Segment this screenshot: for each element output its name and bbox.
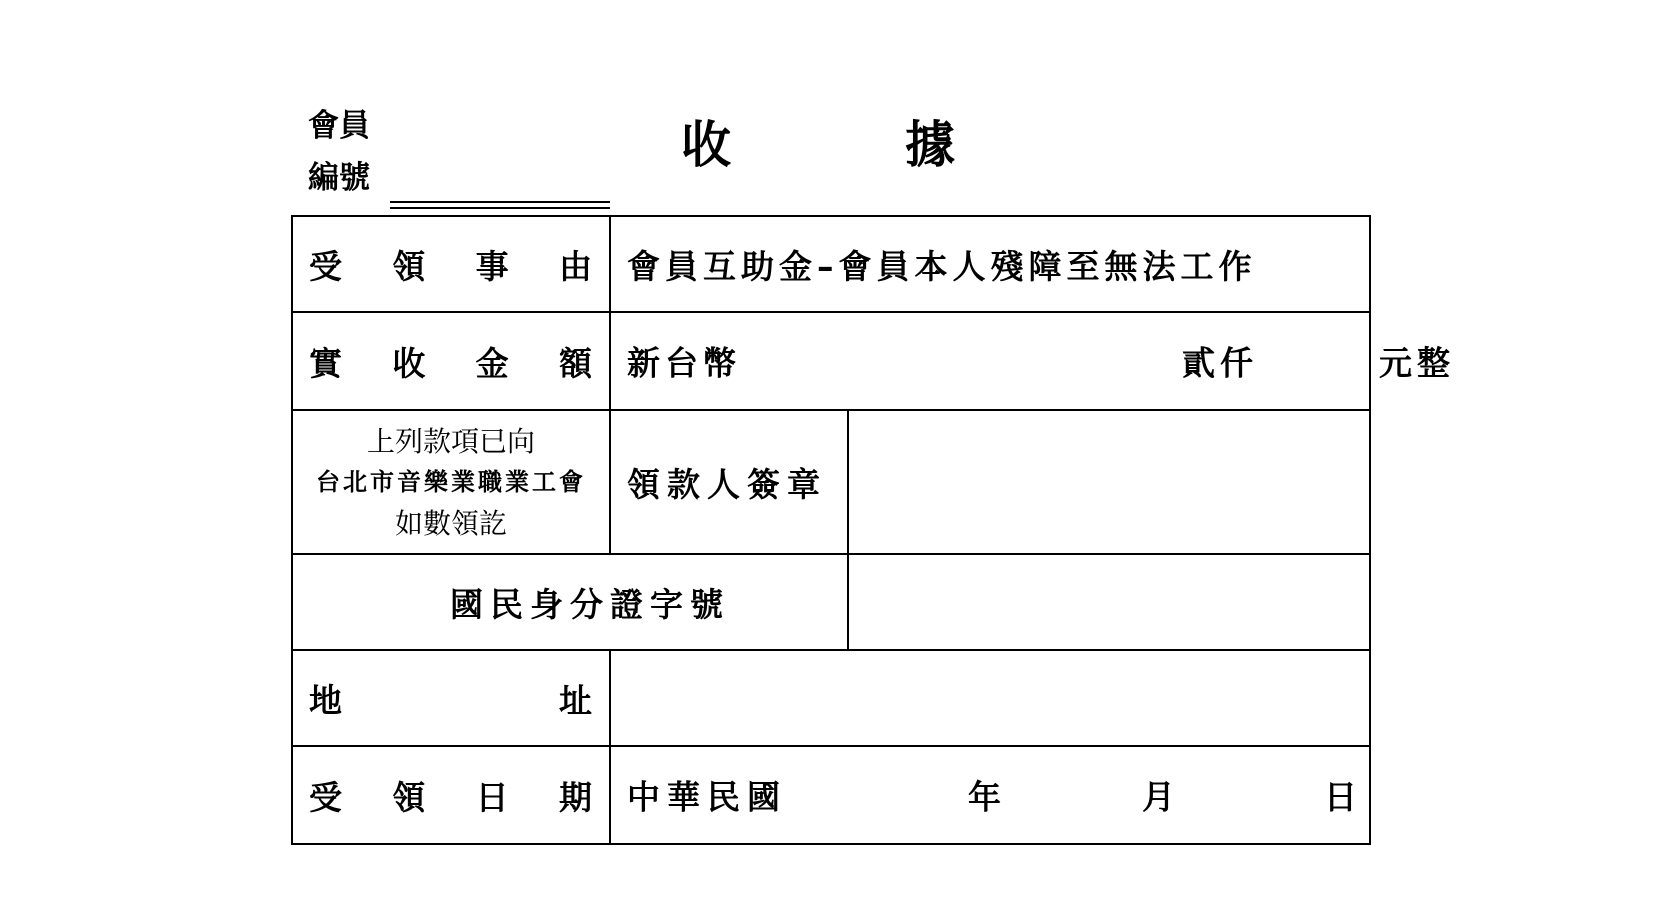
- currency-label: 新台幣: [627, 343, 741, 383]
- id-label-cell: [292, 554, 848, 650]
- union-name: 台北市音樂業職業工會: [316, 467, 586, 496]
- acknowledgement-line1: 上列款項已向: [366, 424, 535, 458]
- amount-suffix: 元整: [1379, 343, 1455, 383]
- member-number-label: [308, 100, 370, 204]
- date-label-char: 領: [392, 777, 426, 817]
- date-month-label: 月: [1142, 777, 1175, 817]
- reason-label-char: 受: [309, 246, 342, 286]
- reason-value: 會員互助金–會員本人殘障至無法工作: [627, 246, 1257, 286]
- reason-value-cell: [610, 216, 1370, 312]
- address-field[interactable]: [610, 650, 1370, 746]
- amount-label-char: 收: [392, 343, 426, 383]
- address-label-cell: [292, 650, 610, 746]
- address-row: [292, 650, 1370, 746]
- acknowledgement-cell: [292, 410, 610, 554]
- member-number-field[interactable]: [390, 201, 610, 209]
- reason-label-char: 事: [475, 246, 509, 286]
- reason-label-char: 領: [392, 246, 426, 286]
- signature-field[interactable]: [848, 410, 1370, 554]
- member-label-line2: 編號: [308, 160, 370, 196]
- signature-label: 領款人簽章: [627, 464, 827, 504]
- reason-label-char: 由: [558, 246, 592, 286]
- reason-label-cell: [292, 216, 610, 312]
- date-day-label: 日: [1324, 777, 1357, 817]
- date-row: [292, 746, 1370, 844]
- amount-label-char: 金: [475, 343, 509, 383]
- id-number-field[interactable]: [848, 554, 1370, 650]
- id-row: [292, 554, 1370, 650]
- date-label-cell: [292, 746, 610, 844]
- date-label-char: 期: [558, 777, 592, 817]
- date-year-label: 年: [968, 777, 1001, 817]
- amount-label-cell: [292, 312, 610, 410]
- reason-row: [292, 216, 1370, 312]
- amount-value-cell: [610, 312, 1455, 410]
- signature-row: [292, 410, 1370, 554]
- signature-label-cell: [610, 410, 848, 554]
- member-label-line1: 會員: [308, 108, 370, 144]
- amount-value: 貳仟: [1182, 343, 1258, 383]
- title-char-2: 據: [905, 115, 955, 174]
- amount-label-char: 實: [309, 343, 342, 383]
- amount-label-char: 額: [558, 343, 592, 383]
- receipt-table: [291, 215, 1455, 845]
- title-char-1: 收: [681, 115, 731, 174]
- id-number-label: 國民身分證字號: [450, 584, 730, 624]
- date-label-char: 受: [309, 777, 342, 817]
- address-label-char: 址: [559, 680, 592, 720]
- amount-row: [292, 312, 1370, 410]
- date-era: 中華民國: [627, 777, 787, 817]
- date-label-char: 日: [475, 777, 509, 817]
- address-label-char: 地: [309, 680, 342, 720]
- acknowledgement-line3: 如數領訖: [394, 506, 507, 540]
- date-field[interactable]: [610, 746, 1370, 844]
